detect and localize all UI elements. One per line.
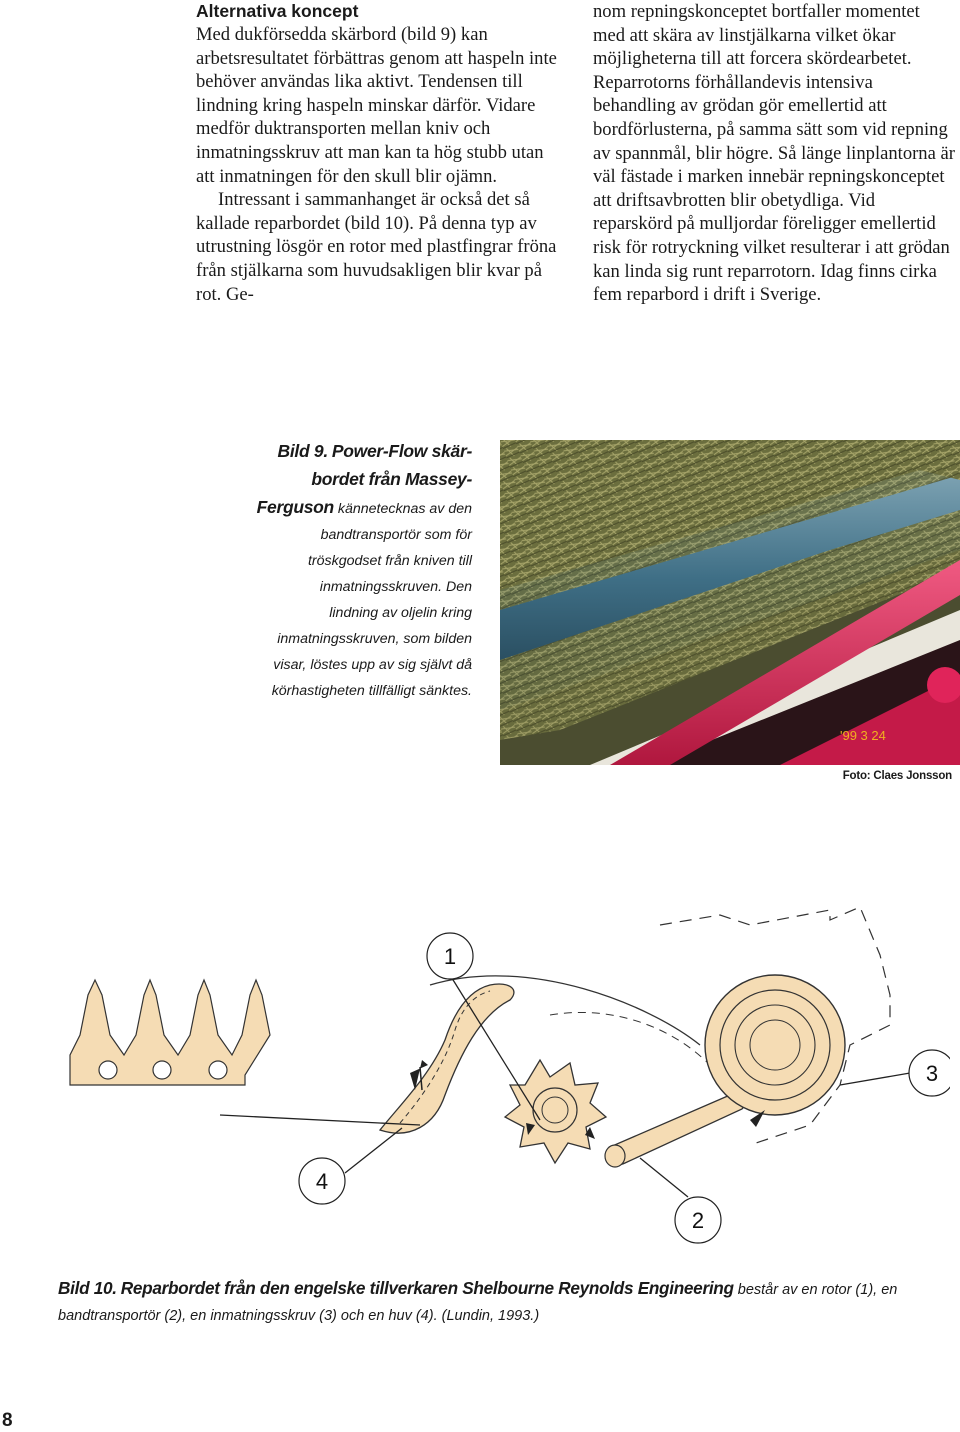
- figure9-text-2: bandtransportör som för: [320, 527, 472, 543]
- rotor-tooth-profile: [70, 980, 270, 1085]
- figure9-text-1: kännetecknas av den: [337, 501, 472, 517]
- figure9-text-4: inmatningsskruven. Den: [319, 579, 472, 595]
- figure9-text-3: tröskgodset från kniven till: [307, 553, 472, 569]
- callout-1: [427, 933, 473, 979]
- figure9-label: Bild 9.: [277, 441, 328, 461]
- right-column: [593, 0, 955, 307]
- figure10-diagram: [50, 895, 950, 1265]
- photo-credit: Foto: Claes Jonsson: [842, 770, 952, 782]
- belt-conveyor-2: [605, 1094, 745, 1167]
- figure10-label: Bild 10.: [58, 1278, 117, 1298]
- figure9-title-a: Power-Flow skär-: [331, 441, 472, 461]
- figure9-text-6: inmatningsskruven, som bilden: [277, 631, 472, 647]
- figure9-title-c: Ferguson: [256, 497, 334, 517]
- figure9-title-b: bordet från Massey-: [311, 469, 472, 489]
- page-number: 8: [2, 1410, 13, 1431]
- callout-4: [299, 1158, 345, 1204]
- crop-flow-line: [550, 1012, 710, 1065]
- svg-text:4: 4: [315, 1169, 329, 1194]
- photo-illustration: [500, 440, 960, 765]
- figure10-title: Reparbordet från den engelske tillverkaren Shelbourne Reynolds Engineering: [120, 1278, 734, 1298]
- svg-text:1: 1: [443, 944, 457, 969]
- figure9-text-5: lindning av oljelin kring: [329, 605, 472, 621]
- paragraph-3: nom repningskonceptet bortfaller momentet med att skära av linstjälkarna vilket ökar möjligheterna till att forcera skördearbetet. Reparrotorns förhållandevis intensiva behandling av grödan gör emellertid att bordförlusterna, på samma sätt som vid repning av spannmål, blir högre. Så länge linplantorna är väl fästade i marken innebär repningskonceptet att driftsavbrotten blir obetydliga. Vid reparskörd på mulljordar föreligger emellertid risk för rotryckning vilket resulterar i att grödan kan linda sig runt reparrotorn. Idag finns cirka fem reparbord i drift i Sverige.: [593, 1, 955, 306]
- callout-3: [909, 1050, 950, 1096]
- hood: [380, 984, 514, 1133]
- figure10-caption: [58, 1275, 948, 1329]
- figure9-text-7: visar, löstes upp av sig självt då: [273, 657, 472, 673]
- photo-date-stamp: '99 3 24: [840, 728, 886, 743]
- figure9-photo: [500, 440, 960, 765]
- figure10-text: består av en rotor (1), en bandtransportör (2), en inmatningsskruv (3) och en huv (4). (Lundin, 1993.): [58, 1282, 898, 1324]
- section-heading: Alternativa koncept: [196, 1, 359, 21]
- figure9-caption: [210, 438, 472, 704]
- rotor-1: [505, 1060, 606, 1163]
- figure9-text-8: körhastigheten tillfälligt sänktes.: [271, 683, 472, 699]
- paragraph-2: Intressant i sammanhanget är också det så kallade reparbordet (bild 10). På denna typ av utrustning lösgör en rotor med plastfingrar fröna från stjälkarna som huvudsakligen blir kvar på rot. Ge-: [196, 189, 557, 305]
- left-column: [196, 0, 558, 306]
- svg-text:3: 3: [925, 1061, 939, 1086]
- svg-text:2: 2: [691, 1208, 705, 1233]
- callout-2: [675, 1197, 721, 1243]
- auger-3: [705, 975, 845, 1115]
- paragraph-1: Med dukförsedda skärbord (bild 9) kan arbetsresultatet förbättras genom att haspeln inte behöver användas lika aktivt. Tendensen till lindning kring haspeln minskar därför. Vidare medför duktransporten mellan kniv och inmatningsskruv att man kan ta hög stubb utan att inmatningen för den skull blir ojämn.: [196, 24, 557, 187]
